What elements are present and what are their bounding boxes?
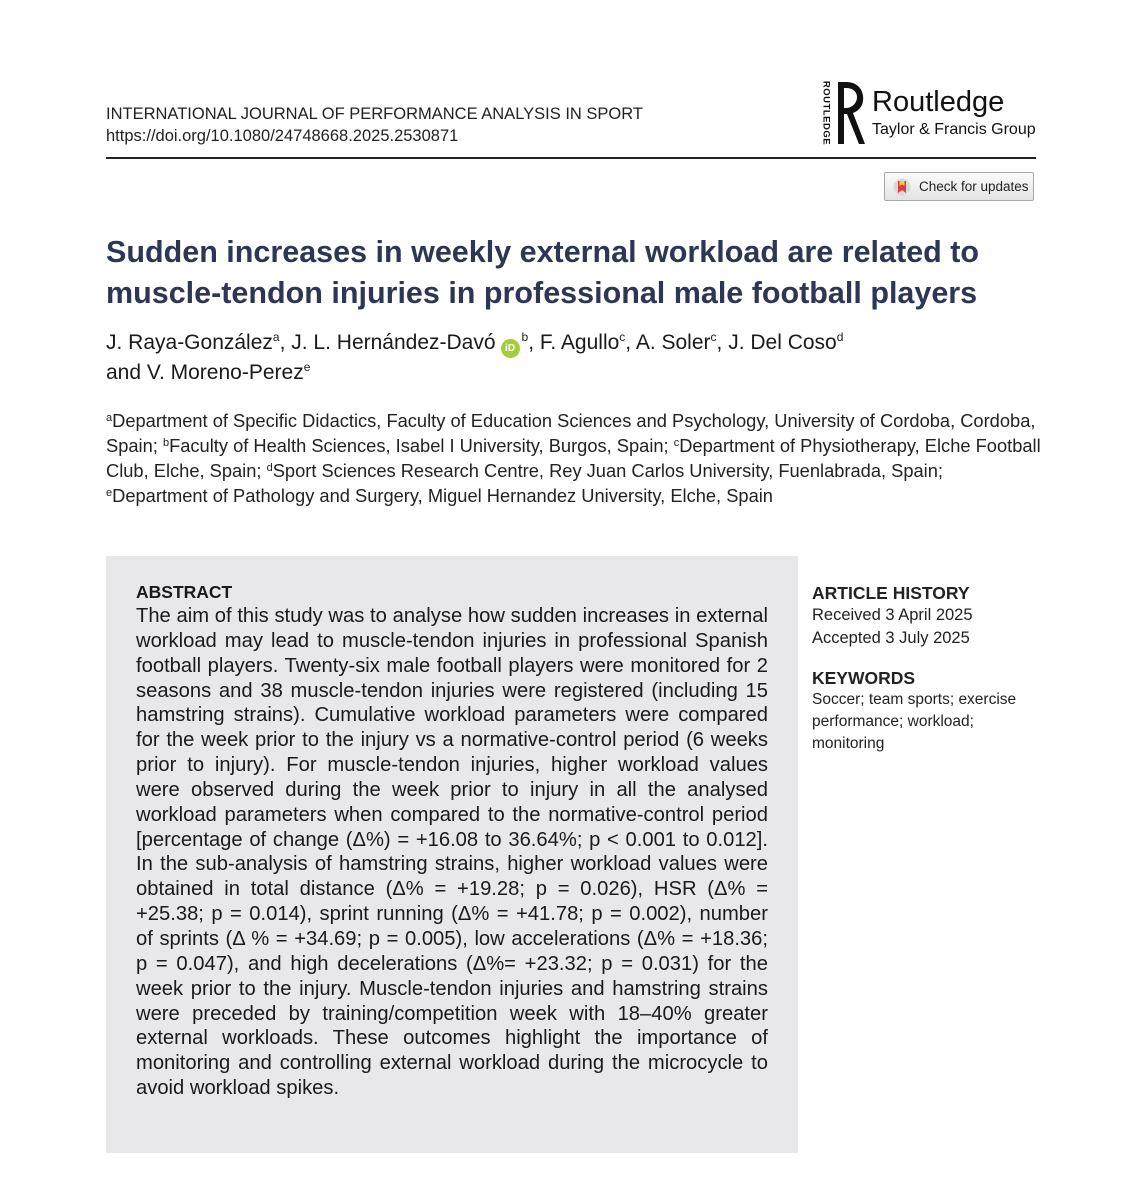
author-name: A. Soler xyxy=(635,331,711,354)
author-affil-marker: e xyxy=(303,360,311,374)
keywords-section xyxy=(812,667,1042,755)
author-name: V. Moreno-Perez xyxy=(146,361,304,384)
affiliation-text: Department of Specific Didactics, Faculty of Education Sciences and Psychology, University of Cordoba, Cordoba, Spain; xyxy=(106,410,1036,456)
affil-marker: a xyxy=(106,412,113,424)
affiliation-text: Department of Pathology and Surgery, Miguel Hernandez University, Elche, Spain xyxy=(112,485,773,506)
header-divider xyxy=(106,157,1036,159)
affiliations xyxy=(106,408,1041,508)
author-affil-marker: d xyxy=(836,330,844,344)
affil-marker: e xyxy=(106,487,113,499)
article-title: Sudden increases in weekly external workload are related to muscle-tendon injuries in professional male football players xyxy=(106,235,979,310)
author-name: F. Agullo xyxy=(539,331,620,354)
check-for-updates-button[interactable] xyxy=(884,172,1034,201)
author-affil-marker: a xyxy=(272,330,280,344)
bookmark-check-icon xyxy=(893,178,911,196)
author-affil-marker: b xyxy=(521,330,529,344)
routledge-logo xyxy=(818,80,1040,146)
check-for-updates-label: Check for updates xyxy=(919,179,1029,194)
routledge-r-icon xyxy=(835,80,865,146)
doi-link[interactable]: https://doi.org/10.1080/24748668.2025.2530871 xyxy=(106,127,459,145)
logo-vertical-text: ROUTLEDGE xyxy=(820,80,832,146)
journal-header xyxy=(106,103,643,147)
abstract-heading: ABSTRACT xyxy=(136,582,233,602)
author-affil-marker: c xyxy=(710,330,717,344)
author-name: J. Del Coso xyxy=(728,331,837,354)
author-name: J. Raya-González xyxy=(106,331,273,354)
keywords-heading: KEYWORDS xyxy=(812,668,916,688)
journal-name: INTERNATIONAL JOURNAL OF PERFORMANCE ANALYSIS IN SPORT xyxy=(106,105,643,123)
article-history-heading: ARTICLE HISTORY xyxy=(812,583,970,603)
keywords-text: Soccer; team sports; exercise performance; workload; monitoring xyxy=(812,691,1017,752)
affil-marker: d xyxy=(266,462,273,474)
affiliation-text: Sport Sciences Research Centre, Rey Juan Carlos University, Fuenlabrada, Spain; xyxy=(272,460,943,481)
abstract-text: The aim of this study was to analyse how sudden increases in external workload may lead to muscle-tendon injuries in professional Spanish football players. Twenty-six male football players were monitored for 2 seasons and 38 muscle-tendon injuries were registered (including 15 hamstring strains). Cumulative workload parameters were compared for the week prior to the injury vs a normative-control period (6 weeks prior to injury). For muscle-tendon injuries, higher workload values were observed during the week prior to injury in all the analysed workload parameters when compared to the normative-control period [percentage of change (Δ%) = +16.08 to 36.64%; p < 0.001 to 0.012]. In the sub-analysis of hamstring strains, higher workload values were obtained in total distance (Δ% = +19.28; p = 0.026), HSR (Δ% = +25.38; p = 0.014), sprint running (Δ% = +41.78; p = 0.002), number of sprints (Δ % = +34.69; p = 0.005), low accelerations (Δ% = +18.36; p = 0.047), and high decelerations (Δ%= +23.32; p = 0.031) for the week prior to the injury. Muscle-tendon injuries and hamstring strains were preceded by training/competition week with 18–40% greater external workloads. These outcomes highlight the importance of monitoring and controlling external workload during the microcycle to avoid workload spikes. xyxy=(136,605,768,1100)
received-date: Received 3 April 2025 xyxy=(812,606,973,624)
author-conjunction: and xyxy=(106,361,142,384)
orcid-icon[interactable]: iD xyxy=(501,339,520,358)
accepted-date: Accepted 3 July 2025 xyxy=(812,629,970,647)
author-affil-marker: c xyxy=(619,330,626,344)
author-list: J. Raya-González$^a$, J. L. Hernández-Davó $iD^b$, F. Agullo$^c$, A. Soler$^c$, J. Del Coso$^d$ and V. Moreno-Perez$^e$ xyxy=(106,330,844,384)
publisher-name: Routledge xyxy=(872,86,1005,118)
affiliation-text: Department of Physiotherapy, Elche Football Club, Elche, Spain; xyxy=(106,435,1041,481)
article-history xyxy=(812,582,1042,650)
affiliation-text: Faculty of Health Sciences, Isabel I University, Burgos, Spain; xyxy=(169,435,669,456)
affil-marker: b xyxy=(162,437,170,449)
affil-marker: c xyxy=(673,437,680,449)
author-name: J. L. Hernández-Davó xyxy=(291,331,496,354)
publisher-group: Taylor & Francis Group xyxy=(872,121,1036,138)
